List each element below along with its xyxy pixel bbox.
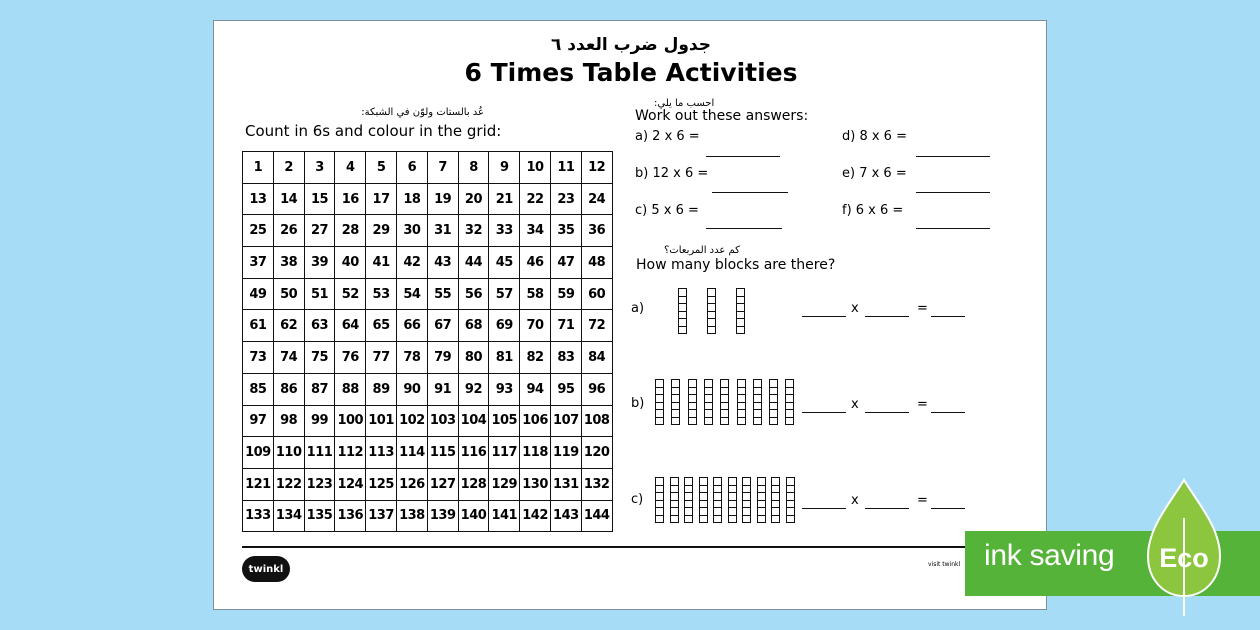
blocks-label-b: b)	[631, 396, 645, 411]
grid-cell[interactable]: 79	[427, 342, 458, 374]
grid-row	[243, 152, 613, 184]
grid-cell[interactable]: 52	[335, 278, 366, 310]
grid-cell[interactable]: 76	[335, 342, 366, 374]
block-column	[742, 477, 751, 522]
grid-row	[243, 373, 613, 405]
grid-cell[interactable]: 92	[458, 373, 489, 405]
grid-row	[243, 310, 613, 342]
block	[753, 417, 762, 426]
grid-cell[interactable]: 139	[427, 500, 458, 532]
grid-cell[interactable]: 12	[581, 152, 612, 184]
grid-cell[interactable]: 46	[520, 247, 551, 279]
grid-cell[interactable]: 71	[550, 310, 581, 342]
grid-cell[interactable]: 75	[304, 342, 335, 374]
grid-cell[interactable]: 78	[396, 342, 427, 374]
grid-cell[interactable]: 87	[304, 373, 335, 405]
grid-cell[interactable]: 107	[550, 405, 581, 437]
grid-cell[interactable]: 22	[520, 183, 551, 215]
answers-instruction: Work out these answers:	[635, 108, 809, 124]
grid-cell[interactable]: 67	[427, 310, 458, 342]
grid-cell[interactable]: 127	[427, 468, 458, 500]
grid-cell[interactable]: 61	[243, 310, 274, 342]
block-column	[670, 477, 679, 522]
grid-cell[interactable]: 83	[550, 342, 581, 374]
block-column	[655, 477, 664, 522]
grid-cell[interactable]: 70	[520, 310, 551, 342]
grid-cell[interactable]: 104	[458, 405, 489, 437]
question-a: a) 2 x 6 =	[635, 129, 700, 144]
block	[704, 417, 713, 426]
grid-row	[243, 500, 613, 532]
grid-cell[interactable]: 51	[304, 278, 335, 310]
grid-row	[243, 278, 613, 310]
block-column	[771, 477, 780, 522]
grid-cell[interactable]: 113	[366, 437, 397, 469]
grid-cell[interactable]: 24	[581, 183, 612, 215]
grid-cell[interactable]: 97	[243, 405, 274, 437]
grid-cell[interactable]: 112	[335, 437, 366, 469]
grid-cell[interactable]: 134	[273, 500, 304, 532]
block-column	[655, 379, 664, 424]
grid-cell[interactable]: 89	[366, 373, 397, 405]
grid-cell[interactable]: 123	[304, 468, 335, 500]
answer-blank-f[interactable]	[916, 228, 990, 229]
grid-cell[interactable]: 98	[273, 405, 304, 437]
grid-cell[interactable]: 66	[396, 310, 427, 342]
answer-blank-d[interactable]	[916, 156, 990, 157]
grid-cell[interactable]: 16	[335, 183, 366, 215]
grid-cell[interactable]: 94	[520, 373, 551, 405]
grid-cell[interactable]: 68	[458, 310, 489, 342]
twinkl-logo: twinkl	[242, 556, 290, 582]
grid-cell[interactable]: 120	[581, 437, 612, 469]
grid-cell[interactable]: 122	[273, 468, 304, 500]
grid-cell[interactable]: 34	[520, 215, 551, 247]
grid-cell[interactable]: 72	[581, 310, 612, 342]
equation-blank-c3[interactable]	[931, 508, 965, 509]
blocks-instruction: How many blocks are there?	[636, 257, 836, 273]
grid-cell[interactable]: 141	[489, 500, 520, 532]
grid-cell[interactable]: 91	[427, 373, 458, 405]
block	[785, 417, 794, 426]
grid-row	[243, 405, 613, 437]
grid-cell[interactable]: 65	[366, 310, 397, 342]
equation-blank-a3[interactable]	[931, 316, 965, 317]
grid-cell[interactable]: 1	[243, 152, 274, 184]
grid-row	[243, 215, 613, 247]
question-c: c) 5 x 6 =	[635, 203, 699, 218]
grid-cell[interactable]: 138	[396, 500, 427, 532]
grid-cell[interactable]: 21	[489, 183, 520, 215]
grid-cell[interactable]: 48	[581, 247, 612, 279]
grid-cell[interactable]: 55	[427, 278, 458, 310]
equation-blank-b3[interactable]	[931, 412, 965, 413]
grid-cell[interactable]: 28	[335, 215, 366, 247]
block-column	[757, 477, 766, 522]
block	[786, 515, 795, 524]
grid-cell[interactable]: 6	[396, 152, 427, 184]
equation-blank-c1[interactable]	[802, 508, 846, 509]
grid-cell[interactable]: 85	[243, 373, 274, 405]
grid-row	[243, 342, 613, 374]
grid-cell[interactable]: 95	[550, 373, 581, 405]
block-column	[737, 379, 746, 424]
grid-cell[interactable]: 116	[458, 437, 489, 469]
question-d: d) 8 x 6 =	[842, 129, 907, 144]
grid-cell[interactable]: 73	[243, 342, 274, 374]
grid-cell[interactable]: 19	[427, 183, 458, 215]
answer-blank-e[interactable]	[916, 192, 990, 193]
grid-instruction-arabic: عُد بالستات ولوّن في الشبكة:	[361, 107, 484, 118]
grid-cell[interactable]: 84	[581, 342, 612, 374]
grid-cell[interactable]: 37	[243, 247, 274, 279]
block-column	[704, 379, 713, 424]
grid-cell[interactable]: 56	[458, 278, 489, 310]
grid-cell[interactable]: 15	[304, 183, 335, 215]
answer-blank-c[interactable]	[706, 228, 782, 229]
grid-cell[interactable]: 23	[550, 183, 581, 215]
block	[684, 515, 693, 524]
grid-cell[interactable]: 77	[366, 342, 397, 374]
block-column	[720, 379, 729, 424]
grid-row	[243, 468, 613, 500]
grid-cell[interactable]: 140	[458, 500, 489, 532]
grid-cell[interactable]: 125	[366, 468, 397, 500]
grid-cell[interactable]: 13	[243, 183, 274, 215]
grid-cell[interactable]: 124	[335, 468, 366, 500]
equation-blank-a1[interactable]	[802, 316, 846, 317]
grid-cell[interactable]: 36	[581, 215, 612, 247]
times-sign: x	[851, 301, 859, 316]
grid-cell[interactable]: 144	[581, 500, 612, 532]
times-sign: x	[851, 493, 859, 508]
equals-sign: =	[917, 493, 928, 508]
grid-row	[243, 437, 613, 469]
grid-cell[interactable]: 33	[489, 215, 520, 247]
grid-cell[interactable]: 121	[243, 468, 274, 500]
block-column	[713, 477, 722, 522]
grid-cell[interactable]: 135	[304, 500, 335, 532]
block	[771, 515, 780, 524]
grid-cell[interactable]: 63	[304, 310, 335, 342]
grid-cell[interactable]: 103	[427, 405, 458, 437]
question-f: f) 6 x 6 =	[842, 203, 904, 218]
answer-blank-b[interactable]	[712, 192, 788, 193]
equals-sign: =	[917, 301, 928, 316]
grid-cell[interactable]: 18	[396, 183, 427, 215]
grid-cell[interactable]: 14	[273, 183, 304, 215]
ink-saving-label: ink saving	[984, 539, 1115, 572]
block-column	[684, 477, 693, 522]
grid-row	[243, 247, 613, 279]
grid-cell[interactable]: 57	[489, 278, 520, 310]
answer-blank-a[interactable]	[706, 156, 780, 157]
grid-cell[interactable]: 69	[489, 310, 520, 342]
block	[757, 515, 766, 524]
page-title: 6 Times Table Activities	[464, 58, 798, 87]
equals-sign: =	[917, 397, 928, 412]
block-column	[736, 288, 745, 333]
hundred-square-grid	[242, 151, 613, 532]
block	[670, 515, 679, 524]
grid-cell[interactable]: 10	[520, 152, 551, 184]
equation-blank-b2[interactable]	[865, 412, 909, 413]
block	[742, 515, 751, 524]
grid-cell[interactable]: 49	[243, 278, 274, 310]
grid-cell[interactable]: 114	[396, 437, 427, 469]
block	[728, 515, 737, 524]
block	[671, 417, 680, 426]
grid-cell[interactable]: 111	[304, 437, 335, 469]
block	[713, 515, 722, 524]
grid-cell[interactable]: 110	[273, 437, 304, 469]
grid-cell[interactable]: 41	[366, 247, 397, 279]
grid-cell[interactable]: 2	[273, 152, 304, 184]
grid-cell[interactable]: 3	[304, 152, 335, 184]
grid-cell[interactable]: 8	[458, 152, 489, 184]
footer-divider	[242, 546, 1012, 548]
grid-cell[interactable]: 100	[335, 405, 366, 437]
grid-cell[interactable]: 31	[427, 215, 458, 247]
blocks-label-c: c)	[631, 492, 644, 507]
grid-cell[interactable]: 9	[489, 152, 520, 184]
blocks-label-a: a)	[631, 301, 645, 316]
question-e: e) 7 x 6 =	[842, 166, 907, 181]
block-column	[728, 477, 737, 522]
grid-cell[interactable]: 126	[396, 468, 427, 500]
block	[720, 417, 729, 426]
grid-cell[interactable]: 118	[520, 437, 551, 469]
block	[688, 417, 697, 426]
grid-cell[interactable]: 17	[366, 183, 397, 215]
grid-cell[interactable]: 115	[427, 437, 458, 469]
grid-cell[interactable]: 44	[458, 247, 489, 279]
grid-cell[interactable]: 137	[366, 500, 397, 532]
block-column	[769, 379, 778, 424]
grid-cell[interactable]: 105	[489, 405, 520, 437]
grid-cell[interactable]: 25	[243, 215, 274, 247]
grid-cell[interactable]: 74	[273, 342, 304, 374]
grid-cell[interactable]: 80	[458, 342, 489, 374]
block-column	[785, 379, 794, 424]
block	[736, 326, 745, 335]
block-column	[786, 477, 795, 522]
grid-cell[interactable]: 130	[520, 468, 551, 500]
block	[769, 417, 778, 426]
grid-cell[interactable]: 108	[581, 405, 612, 437]
grid-cell[interactable]: 143	[550, 500, 581, 532]
grid-cell[interactable]: 40	[335, 247, 366, 279]
grid-cell[interactable]: 50	[273, 278, 304, 310]
grid-cell[interactable]: 29	[366, 215, 397, 247]
block-column	[699, 477, 708, 522]
grid-instruction: Count in 6s and colour in the grid:	[245, 122, 502, 140]
blocks-instruction-arabic: كم عدد المربعات؟	[664, 245, 740, 256]
title-arabic: جدول ضرب العدد ٦	[551, 35, 711, 55]
equation-blank-b1[interactable]	[802, 412, 846, 413]
grid-cell[interactable]: 47	[550, 247, 581, 279]
grid-cell[interactable]: 39	[304, 247, 335, 279]
grid-cell[interactable]: 30	[396, 215, 427, 247]
grid-cell[interactable]: 99	[304, 405, 335, 437]
grid-cell[interactable]: 129	[489, 468, 520, 500]
grid-cell[interactable]: 64	[335, 310, 366, 342]
grid-cell[interactable]: 62	[273, 310, 304, 342]
worksheet	[213, 20, 1047, 610]
grid-cell[interactable]: 106	[520, 405, 551, 437]
grid-cell[interactable]: 27	[304, 215, 335, 247]
block	[655, 515, 664, 524]
grid-row	[243, 183, 613, 215]
block	[678, 326, 687, 335]
block	[655, 417, 664, 426]
grid-cell[interactable]: 131	[550, 468, 581, 500]
grid-cell[interactable]: 38	[273, 247, 304, 279]
times-sign: x	[851, 397, 859, 412]
grid-cell[interactable]: 90	[396, 373, 427, 405]
grid-cell[interactable]: 45	[489, 247, 520, 279]
grid-cell[interactable]: 81	[489, 342, 520, 374]
grid-cell[interactable]: 58	[520, 278, 551, 310]
grid-cell[interactable]: 43	[427, 247, 458, 279]
grid-cell[interactable]: 7	[427, 152, 458, 184]
grid-cell[interactable]: 86	[273, 373, 304, 405]
grid-cell[interactable]: 4	[335, 152, 366, 184]
grid-cell[interactable]: 102	[396, 405, 427, 437]
grid-cell[interactable]: 42	[396, 247, 427, 279]
block-column	[707, 288, 716, 333]
grid-cell[interactable]: 5	[366, 152, 397, 184]
grid-cell[interactable]: 128	[458, 468, 489, 500]
block	[707, 326, 716, 335]
grid-cell[interactable]: 117	[489, 437, 520, 469]
grid-cell[interactable]: 20	[458, 183, 489, 215]
grid-cell[interactable]: 88	[335, 373, 366, 405]
grid-cell[interactable]: 53	[366, 278, 397, 310]
grid-cell[interactable]: 59	[550, 278, 581, 310]
eco-label: Eco	[1159, 543, 1209, 573]
grid-cell[interactable]: 54	[396, 278, 427, 310]
block-column	[753, 379, 762, 424]
block	[737, 417, 746, 426]
block-column	[678, 288, 687, 333]
grid-cell[interactable]: 119	[550, 437, 581, 469]
grid-cell[interactable]: 11	[550, 152, 581, 184]
question-b: b) 12 x 6 =	[635, 166, 709, 181]
equation-blank-c2[interactable]	[865, 508, 909, 509]
equation-blank-a2[interactable]	[865, 316, 909, 317]
grid-cell[interactable]: 133	[243, 500, 274, 532]
grid-cell[interactable]: 93	[489, 373, 520, 405]
block	[699, 515, 708, 524]
grid-cell[interactable]: 101	[366, 405, 397, 437]
grid-cell[interactable]: 132	[581, 468, 612, 500]
grid-cell[interactable]: 109	[243, 437, 274, 469]
block-column	[688, 379, 697, 424]
visit-link: visit twinkl	[928, 561, 961, 568]
answers-instruction-arabic: احسب ما يلي:	[654, 98, 715, 109]
grid-cell[interactable]: 82	[520, 342, 551, 374]
grid-cell[interactable]: 32	[458, 215, 489, 247]
grid-cell[interactable]: 142	[520, 500, 551, 532]
grid-cell[interactable]: 60	[581, 278, 612, 310]
grid-cell[interactable]: 26	[273, 215, 304, 247]
grid-cell[interactable]: 96	[581, 373, 612, 405]
grid-cell[interactable]: 136	[335, 500, 366, 532]
grid-cell[interactable]: 35	[550, 215, 581, 247]
block-column	[671, 379, 680, 424]
